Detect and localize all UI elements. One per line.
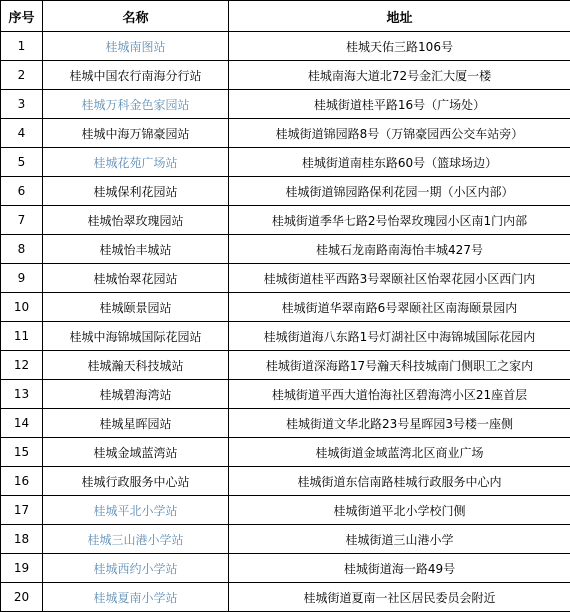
- station-name: 桂城怡翠玫瑰园站: [43, 206, 229, 235]
- table-header: [1, 1, 570, 32]
- table-row: [1, 583, 570, 612]
- row-number: 5: [1, 148, 43, 177]
- station-address: 桂城天佑三路106号: [229, 32, 570, 61]
- station-name[interactable]: 桂城夏南小学站: [43, 583, 229, 612]
- station-address: 桂城街道季华七路2号怡翠玫瑰园小区南1门内部: [229, 206, 570, 235]
- row-number: 13: [1, 380, 43, 409]
- station-name: 桂城保利花园站: [43, 177, 229, 206]
- row-number: 10: [1, 293, 43, 322]
- header-no: 序号: [1, 1, 43, 32]
- station-name: 桂城中国农行南海分行站: [43, 61, 229, 90]
- station-address: 桂城街道夏南一社区居民委员会附近: [229, 583, 570, 612]
- station-name: 桂城怡丰城站: [43, 235, 229, 264]
- station-address: 桂城南海大道北72号金汇大厦一楼: [229, 61, 570, 90]
- station-address: 桂城街道锦园路保利花园一期（小区内部）: [229, 177, 570, 206]
- station-name[interactable]: 桂城平北小学站: [43, 496, 229, 525]
- row-number: 2: [1, 61, 43, 90]
- station-address: 桂城街道华翠南路6号翠颐社区南海颐景园内: [229, 293, 570, 322]
- station-address: 桂城街道南桂东路60号（篮球场边）: [229, 148, 570, 177]
- station-address: 桂城街道桂平路16号（广场处）: [229, 90, 570, 119]
- station-address: 桂城街道锦园路8号（万锦豪园西公交车站旁）: [229, 119, 570, 148]
- row-number: 1: [1, 32, 43, 61]
- station-address: 桂城街道深海路17号瀚天科技城南门侧职工之家内: [229, 351, 570, 380]
- station-name: 桂城颐景园站: [43, 293, 229, 322]
- row-number: 18: [1, 525, 43, 554]
- header-row: [1, 1, 570, 32]
- station-name: 桂城中海锦城国际花园站: [43, 322, 229, 351]
- table-row: [1, 32, 570, 61]
- row-number: 6: [1, 177, 43, 206]
- station-name: 桂城怡翠花园站: [43, 264, 229, 293]
- table-row: [1, 467, 570, 496]
- row-number: 7: [1, 206, 43, 235]
- station-name: 桂城行政服务中心站: [43, 467, 229, 496]
- row-number: 19: [1, 554, 43, 583]
- station-name[interactable]: 桂城三山港小学站: [43, 525, 229, 554]
- station-name[interactable]: 桂城西约小学站: [43, 554, 229, 583]
- station-address: 桂城街道平西大道怡海社区碧海湾小区21座首层: [229, 380, 570, 409]
- row-number: 4: [1, 119, 43, 148]
- table-row: [1, 554, 570, 583]
- station-name[interactable]: 桂城花苑广场站: [43, 148, 229, 177]
- table-body: [1, 32, 570, 612]
- table-row: [1, 264, 570, 293]
- table-row: [1, 293, 570, 322]
- station-address: 桂城街道平北小学校门侧: [229, 496, 570, 525]
- row-number: 12: [1, 351, 43, 380]
- station-address: 桂城街道金域蓝湾北区商业广场: [229, 438, 570, 467]
- station-address: 桂城街道桂平西路3号翠颐社区怡翠花园小区西门内: [229, 264, 570, 293]
- header-address: 地址: [229, 1, 570, 32]
- station-name[interactable]: 桂城万科金色家园站: [43, 90, 229, 119]
- station-address: 桂城街道东信南路桂城行政服务中心内: [229, 467, 570, 496]
- table-row: [1, 119, 570, 148]
- table-row: [1, 177, 570, 206]
- station-address: 桂城街道文华北路23号星晖园3号楼一座侧: [229, 409, 570, 438]
- table-row: [1, 496, 570, 525]
- header-name: 名称: [43, 1, 229, 32]
- station-name: 桂城瀚天科技城站: [43, 351, 229, 380]
- row-number: 14: [1, 409, 43, 438]
- row-number: 17: [1, 496, 43, 525]
- row-number: 8: [1, 235, 43, 264]
- station-address: 桂城街道海一路49号: [229, 554, 570, 583]
- row-number: 20: [1, 583, 43, 612]
- station-name: 桂城金域蓝湾站: [43, 438, 229, 467]
- table-row: [1, 206, 570, 235]
- row-number: 3: [1, 90, 43, 119]
- station-name: 桂城中海万锦豪园站: [43, 119, 229, 148]
- station-name: 桂城碧海湾站: [43, 380, 229, 409]
- row-number: 9: [1, 264, 43, 293]
- station-address: 桂城街道三山港小学: [229, 525, 570, 554]
- table-row: [1, 61, 570, 90]
- table-row: [1, 235, 570, 264]
- table-row: [1, 351, 570, 380]
- table-row: [1, 90, 570, 119]
- station-address: 桂城街道海八东路1号灯湖社区中海锦城国际花园内: [229, 322, 570, 351]
- station-address: 桂城石龙南路南海怡丰城427号: [229, 235, 570, 264]
- row-number: 15: [1, 438, 43, 467]
- table-row: [1, 380, 570, 409]
- station-name: 桂城星晖园站: [43, 409, 229, 438]
- row-number: 11: [1, 322, 43, 351]
- table-row: [1, 438, 570, 467]
- table-row: [1, 148, 570, 177]
- station-name[interactable]: 桂城南图站: [43, 32, 229, 61]
- table-row: [1, 409, 570, 438]
- row-number: 16: [1, 467, 43, 496]
- table-row: [1, 525, 570, 554]
- table-row: [1, 322, 570, 351]
